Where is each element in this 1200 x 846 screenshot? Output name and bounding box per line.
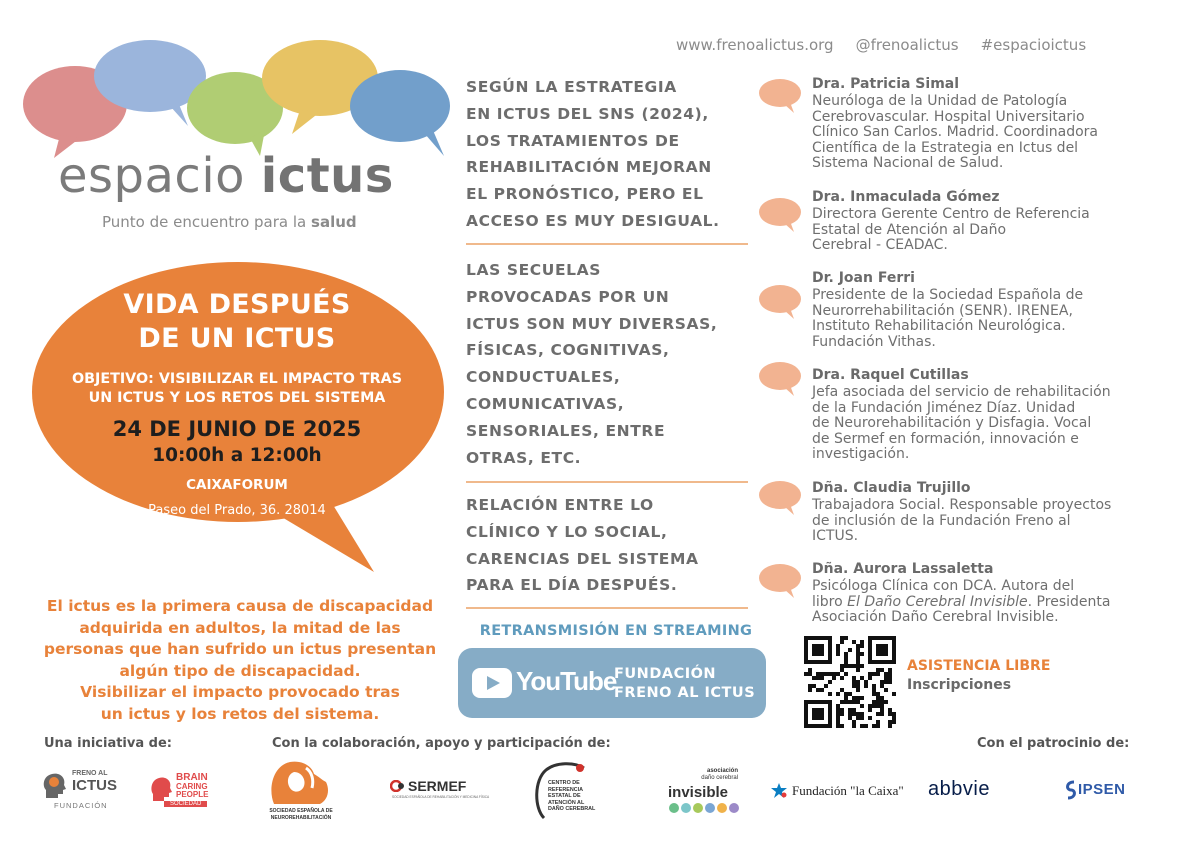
ipsen-logo: IPSEN [1064, 780, 1150, 802]
free-entry-label: ASISTENCIA LIBRE [907, 658, 1051, 674]
collaboration-label: Con la colaboración, apoyo y participación de: [272, 736, 611, 751]
brain-head-icon [150, 776, 172, 802]
event-objective: OBJETIVO: VISIBILIZAR EL IMPACTO TRAS UN ICTUS Y LOS RETOS DEL SISTEMA [71, 371, 403, 406]
invisible-association-logo: asociación daño cerebral invisible [664, 768, 740, 814]
speech-bubble-icon [758, 197, 802, 233]
speech-bubble-icon [758, 563, 802, 599]
speaker-description: Presidente de la Sociedad Española de Neurorrehabilitación (SENR). IRENEA, Instituto Rehabilitación Neurológica. Fundación Vithas. [812, 287, 1084, 350]
la-caixa-logo: Fundación "la Caixa" [770, 782, 906, 800]
youtube-wordmark: YouTube [516, 666, 617, 696]
speaker-name: Dr. Joan Ferri [812, 270, 915, 286]
statement-block-2: LAS SECUELAS PROVOCADAS POR UN ICTUS SON MUY DIVERSAS, FÍSICAS, COGNITIVAS, CONDUCTUALES, COMUNICATIVAS, SENSORIALES, ENTRE OTRAS, ETC. [466, 261, 718, 467]
sponsor-label: Con el patrocinio de: [977, 736, 1130, 751]
event-info [40, 288, 434, 519]
speaker-name: Dña. Aurora Lassaletta [812, 561, 994, 577]
speaker-name: Dra. Patricia Simal [812, 76, 960, 92]
initiative-label: Una iniciativa de: [44, 736, 172, 751]
event-address: Paseo del Prado, 36. 28014 [148, 503, 326, 518]
senr-emblem-icon [268, 760, 332, 806]
youtube-channel-name: FUNDACIÓN FRENO AL ICTUS [614, 666, 756, 701]
divider [466, 243, 748, 245]
event-time: 10:00h a 12:00h [152, 445, 322, 466]
star-icon [770, 783, 788, 799]
brain-caring-people-logo: BRAIN CARING PEOPLE SOCIEDAD [150, 772, 220, 812]
logo-bubbles-icon [20, 30, 460, 160]
streaming-label: RETRANSMISIÓN EN STREAMING [479, 623, 753, 639]
speaker-description: Trabajadora Social. Responsable proyectos de inclusión de la Fundación Freno al ICTUS. [812, 497, 1112, 544]
divider [466, 607, 748, 609]
senr-logo: SOCIEDAD ESPAÑOLA DE NEUROREHABILITACIÓN [266, 760, 336, 824]
logo-tagline: Punto de encuentro para la salud [102, 213, 357, 231]
assistance-info [907, 658, 1050, 693]
freno-al-ictus-logo: FRENO AL ICTUS FUNDACIÓN [42, 770, 116, 814]
colored-dots-icon [668, 802, 740, 814]
speaker-description: Jefa asociada del servicio de rehabilitación de la Fundación Jiménez Díaz. Unidad de Neurorehabilitación y Disfagia. Vocal de Sermef en formación, innovación e investigación. [812, 384, 1111, 462]
social-handle[interactable]: @frenoalictus [855, 36, 959, 54]
event-date: 24 DE JUNIO DE 2025 [112, 417, 362, 441]
statement-block-1: SEGÚN LA ESTRATEGIA EN ICTUS DEL SNS (2024), LOS TRATAMIENTOS DE REHABILITACIÓN MEJORAN EL PRONÓSTICO, PERO EL ACCESO ES MUY DESIGUAL. [466, 78, 720, 230]
speaker-description: Directora Gerente Centro de Referencia Estatal de Atención al Daño Cerebral - CEADAC. [812, 206, 1090, 253]
hashtag: #espacioictus [980, 36, 1087, 54]
sermef-swirl-icon [390, 780, 406, 792]
logo-wordmark: espacio ictus [58, 148, 394, 204]
abbvie-logo: abbvie [928, 778, 990, 800]
lead-paragraph: El ictus es la primera causa de discapacidad adquirida en adultos, la mitad de las personas que han sufrido un ictus presentan algún tipo de discapacidad. Visibilizar el impacto provocado tras un ictus y los retos del sistema. [43, 597, 437, 723]
speech-bubble-icon [758, 361, 802, 397]
registration-label: Inscripciones [907, 677, 1012, 693]
speaker-name: Dña. Claudia Trujillo [812, 480, 971, 496]
speaker-description: Neuróloga de la Unidad de Patología Cerebrovascular. Hospital Universitario Clínico San Carlos. Madrid. Coordinadora Científica de la Estrategia en Ictus del Sistema Nacional de Salud. [812, 93, 1098, 171]
speech-bubble-icon [758, 480, 802, 516]
website-link[interactable]: www.frenoalictus.org [676, 36, 834, 54]
youtube-channel-button[interactable] [458, 648, 766, 718]
speech-bubble-icon [758, 78, 802, 114]
sermef-logo: SERMEF SOCIEDAD ESPAÑOLA DE REHABILITACIÓN Y MEDICINA FÍSICA [392, 778, 490, 799]
head-profile-icon [42, 772, 68, 800]
speaker-name: Dra. Raquel Cutillas [812, 367, 969, 383]
ipsen-swirl-icon [1064, 780, 1078, 800]
event-venue: CAIXAFORUM [186, 477, 288, 493]
top-links [676, 36, 1146, 54]
qr-code-icon[interactable] [804, 636, 896, 728]
ceadac-logo: CENTRO DE REFERENCIA ESTATAL DE ATENCIÓN AL DAÑO CEREBRAL [534, 760, 600, 822]
speech-bubble-icon [758, 284, 802, 320]
speaker-name: Dra. Inmaculada Gómez [812, 189, 1000, 205]
event-title: VIDA DESPUÉS DE UN ICTUS [123, 289, 351, 354]
divider [466, 481, 748, 483]
book-title: El Daño Cerebral Invisible [847, 593, 1028, 610]
speaker-description: Psicóloga Clínica con DCA. Autora del libro El Daño Cerebral Invisible. Presidenta Asociación Daño Cerebral Invisible. [812, 578, 1111, 625]
statement-block-3: RELACIÓN ENTRE LO CLÍNICO Y LO SOCIAL, CARENCIAS DEL SISTEMA PARA EL DÍA DESPUÉS. [466, 496, 699, 595]
youtube-play-icon [472, 668, 512, 698]
